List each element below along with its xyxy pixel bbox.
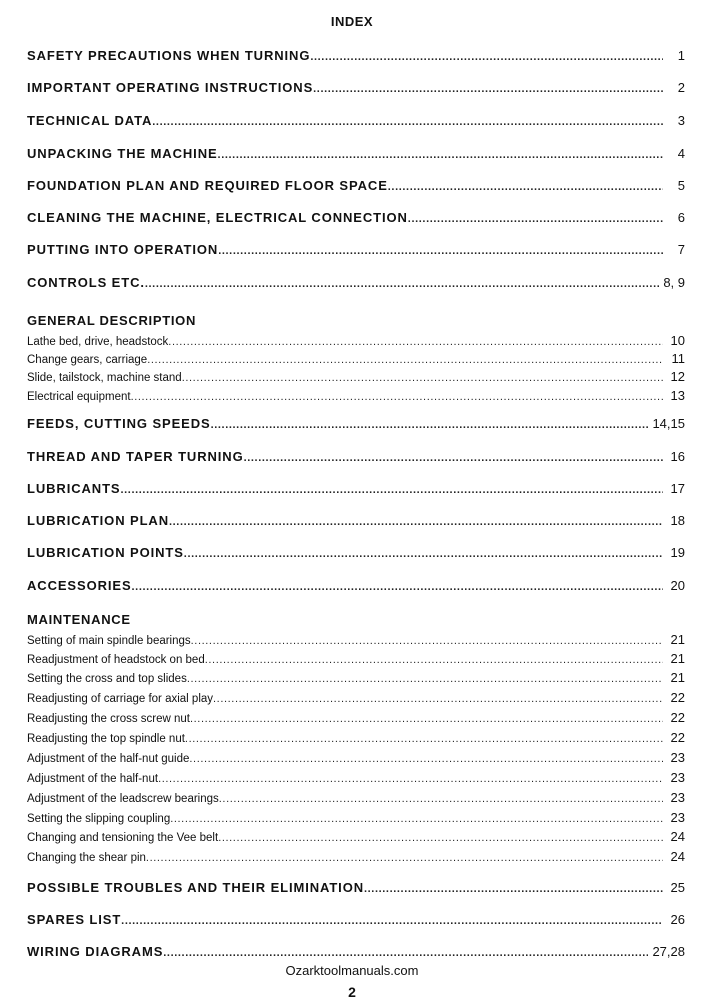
dot-leader bbox=[313, 83, 663, 95]
dot-leader bbox=[147, 354, 663, 366]
toc-entry-label: ACCESSORIES bbox=[27, 578, 132, 593]
toc-subentry[interactable] bbox=[27, 651, 685, 666]
toc-subentry-label: Setting the cross and top slides bbox=[27, 673, 187, 685]
toc-subentry-label: Readjusting the top spindle nut bbox=[27, 733, 185, 745]
toc-subentry[interactable] bbox=[27, 632, 685, 647]
toc-entry-feeds-cutting-speeds[interactable] bbox=[27, 416, 685, 431]
dot-leader bbox=[170, 813, 663, 825]
dot-leader bbox=[205, 654, 663, 666]
dot-leader bbox=[146, 852, 663, 864]
toc-entry-safety-precautions[interactable] bbox=[27, 48, 685, 63]
dot-leader bbox=[182, 372, 663, 384]
toc-entry-label: UNPACKING THE MACHINE bbox=[27, 146, 218, 161]
toc-entry-page: 7 bbox=[677, 242, 685, 257]
toc-subentry-page: 21 bbox=[670, 651, 685, 666]
dot-leader bbox=[163, 947, 648, 959]
dot-leader bbox=[185, 733, 663, 745]
toc-subentry-page: 11 bbox=[671, 351, 685, 366]
dot-leader bbox=[168, 336, 663, 348]
toc-subentry-page: 10 bbox=[670, 333, 685, 348]
page-number: 2 bbox=[348, 984, 356, 1000]
toc-entry-label: TECHNICAL DATA bbox=[27, 113, 153, 128]
toc-entry-label: PUTTING INTO OPERATION bbox=[27, 242, 219, 257]
toc-subentry-page: 12 bbox=[670, 369, 685, 384]
toc-subentry[interactable] bbox=[27, 351, 685, 366]
toc-subentry-label: Adjustment of the half-nut guide bbox=[27, 753, 190, 765]
toc-entry-page: 18 bbox=[670, 513, 685, 528]
toc-subentry-page: 23 bbox=[670, 750, 685, 765]
toc-entry-page: 3 bbox=[677, 113, 685, 128]
toc-entry-page: 6 bbox=[677, 210, 685, 225]
toc-subentry[interactable] bbox=[27, 849, 685, 864]
toc-subentry-page: 23 bbox=[670, 790, 685, 805]
toc-subentry-label: Change gears, carriage bbox=[27, 354, 148, 366]
toc-subentry-label: Slide, tailstock, machine stand bbox=[27, 372, 182, 384]
toc-entry-label: FOUNDATION PLAN AND REQUIRED FLOOR SPACE bbox=[27, 178, 388, 193]
toc-subentry-page: 24 bbox=[670, 829, 685, 844]
toc-subentry-page: 23 bbox=[670, 770, 685, 785]
toc-entry-label: WIRING DIAGRAMS bbox=[27, 944, 164, 959]
toc-subentry-label: Changing and tensioning the Vee belt bbox=[27, 832, 219, 844]
toc-subentry-page: 21 bbox=[670, 632, 685, 647]
dot-leader bbox=[158, 773, 663, 785]
toc-entry-label: LUBRICATION PLAN bbox=[27, 513, 169, 528]
toc-subentry[interactable] bbox=[27, 670, 685, 685]
toc-subentry-label: Setting of main spindle bearings bbox=[27, 635, 191, 647]
toc-subentry-label: Lathe bed, drive, headstock bbox=[27, 336, 169, 348]
dot-leader bbox=[145, 278, 659, 290]
toc-subentry[interactable] bbox=[27, 730, 685, 745]
toc-entry-lubricants[interactable] bbox=[27, 481, 685, 496]
toc-entry-label: LUBRICANTS bbox=[27, 481, 121, 496]
toc-entry-putting-into-operation[interactable] bbox=[27, 242, 685, 257]
dot-leader bbox=[218, 832, 663, 844]
toc-entry-foundation-plan[interactable] bbox=[27, 178, 685, 193]
toc-subentry[interactable] bbox=[27, 710, 685, 725]
dot-leader bbox=[388, 181, 663, 193]
toc-subentry-page: 23 bbox=[670, 810, 685, 825]
toc-entry-page: 1 bbox=[677, 48, 685, 63]
toc-entry-lubrication-points[interactable] bbox=[27, 545, 685, 560]
toc-subentry-label: Setting the slipping coupling bbox=[27, 813, 171, 825]
dot-leader bbox=[121, 915, 663, 927]
toc-subentry[interactable] bbox=[27, 829, 685, 844]
toc-subentry-page: 24 bbox=[670, 849, 685, 864]
dot-leader bbox=[184, 548, 663, 560]
dot-leader bbox=[121, 484, 664, 496]
toc-subentry-page: 22 bbox=[670, 730, 685, 745]
dot-leader bbox=[169, 516, 663, 528]
toc-entry-spares-list[interactable] bbox=[27, 912, 685, 927]
dot-leader bbox=[244, 452, 663, 464]
toc-subentry-page: 21 bbox=[670, 670, 685, 685]
toc-subentry-label: Changing the shear pin bbox=[27, 852, 146, 864]
toc-entry-possible-troubles[interactable] bbox=[27, 880, 685, 895]
toc-entry-unpacking[interactable] bbox=[27, 146, 685, 161]
toc-subentry[interactable] bbox=[27, 369, 685, 384]
toc-entry-label: THREAD AND TAPER TURNING bbox=[27, 449, 244, 464]
toc-subentry-label: Adjustment of the half-nut bbox=[27, 773, 159, 785]
toc-entry-technical-data[interactable] bbox=[27, 113, 685, 128]
dot-leader bbox=[191, 635, 663, 647]
toc-subentry[interactable] bbox=[27, 810, 685, 825]
toc-subentry[interactable] bbox=[27, 333, 685, 348]
toc-entry-label: POSSIBLE TROUBLES AND THEIR ELIMINATION bbox=[27, 880, 364, 895]
dot-leader bbox=[211, 419, 649, 431]
toc-entry-label: CLEANING THE MACHINE, ELECTRICAL CONNECTION bbox=[27, 210, 408, 225]
toc-entry-page: 16 bbox=[670, 449, 685, 464]
toc-entry-page: 20 bbox=[670, 578, 685, 593]
dot-leader bbox=[364, 883, 663, 895]
toc-entry-page: 17 bbox=[670, 481, 685, 496]
toc-subentry[interactable] bbox=[27, 388, 685, 403]
toc-entry-page: 26 bbox=[670, 912, 685, 927]
toc-subentry-label: Readjusting the cross screw nut bbox=[27, 713, 190, 725]
section-heading-general-description: GENERAL DESCRIPTION bbox=[27, 313, 197, 328]
toc-entry-page: 27,28 bbox=[652, 944, 685, 959]
toc-subentry-label: Adjustment of the leadscrew bearings bbox=[27, 793, 219, 805]
dot-leader bbox=[219, 793, 663, 805]
toc-entry-page: 5 bbox=[677, 178, 685, 193]
toc-entry-cleaning[interactable] bbox=[27, 210, 685, 225]
toc-entry-page: 25 bbox=[670, 880, 685, 895]
dot-leader bbox=[132, 581, 663, 593]
dot-leader bbox=[189, 753, 663, 765]
toc-entry-page: 2 bbox=[677, 80, 685, 95]
toc-subentry[interactable] bbox=[27, 790, 685, 805]
toc-subentry-label: Electrical equipment bbox=[27, 391, 131, 403]
toc-entry-label: CONTROLS ETC. bbox=[27, 275, 145, 290]
dot-leader bbox=[218, 245, 663, 257]
toc-entry-page: 14,15 bbox=[652, 416, 685, 431]
toc-entry-controls[interactable] bbox=[27, 275, 685, 290]
toc-subentry-label: Readjusting of carriage for axial play bbox=[27, 693, 214, 705]
toc-entry-page: 8, 9 bbox=[663, 275, 685, 290]
toc-entry-label: IMPORTANT OPERATING INSTRUCTIONS bbox=[27, 80, 314, 95]
toc-subentry[interactable] bbox=[27, 770, 685, 785]
index-title: INDEX bbox=[330, 14, 374, 29]
toc-subentry-label: Readjustment of headstock on bed bbox=[27, 654, 205, 666]
dot-leader bbox=[218, 149, 663, 161]
toc-entry-label: SAFETY PRECAUTIONS WHEN TURNING bbox=[27, 48, 311, 63]
section-heading-maintenance: MAINTENANCE bbox=[27, 612, 131, 627]
toc-entry-accessories[interactable] bbox=[27, 578, 685, 593]
dot-leader bbox=[310, 51, 663, 63]
toc-entry-wiring-diagrams[interactable] bbox=[27, 944, 685, 959]
toc-subentry-page: 22 bbox=[670, 690, 685, 705]
footer-website: Ozarktoolmanuals.com bbox=[285, 963, 419, 978]
toc-entry-operating-instructions[interactable] bbox=[27, 80, 685, 95]
toc-entry-label: FEEDS, CUTTING SPEEDS bbox=[27, 416, 211, 431]
toc-entry-lubrication-plan[interactable] bbox=[27, 513, 685, 528]
toc-entry-label: LUBRICATION POINTS bbox=[27, 545, 184, 560]
toc-entry-label: SPARES LIST bbox=[27, 912, 122, 927]
dot-leader bbox=[213, 693, 663, 705]
toc-entry-page: 19 bbox=[670, 545, 685, 560]
dot-leader bbox=[408, 213, 663, 225]
toc-entry-thread-taper-turning[interactable] bbox=[27, 449, 685, 464]
toc-subentry-page: 13 bbox=[670, 388, 685, 403]
dot-leader bbox=[131, 391, 663, 403]
dot-leader bbox=[190, 713, 663, 725]
toc-subentry-page: 22 bbox=[670, 710, 685, 725]
toc-subentry[interactable] bbox=[27, 690, 685, 705]
toc-subentry[interactable] bbox=[27, 750, 685, 765]
toc-entry-page: 4 bbox=[677, 146, 685, 161]
dot-leader bbox=[187, 673, 663, 685]
dot-leader bbox=[152, 116, 663, 128]
